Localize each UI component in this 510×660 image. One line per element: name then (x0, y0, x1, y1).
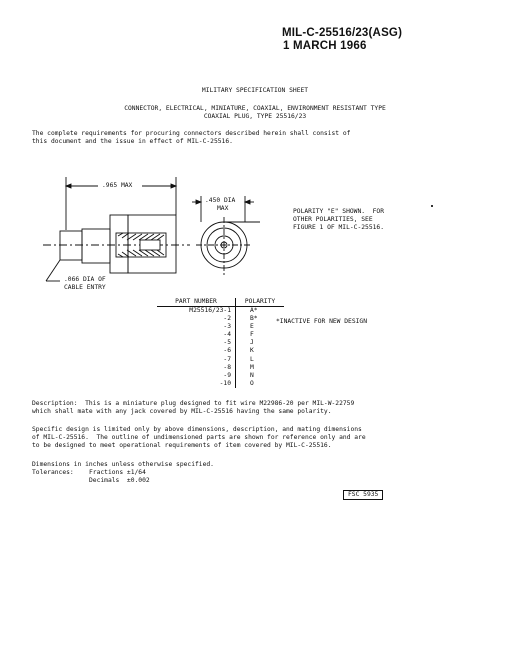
description-line-2: which shall mate with any jack covered by MIL-C-25516 having the same polarity. (32, 408, 332, 415)
table-row (157, 356, 284, 364)
table-row (157, 331, 284, 339)
specific-line-2: of MIL-C-25516. The outline of undimensioned parts are shown for reference only and are (32, 434, 366, 441)
part-number-cell: -3 (157, 323, 236, 331)
spec-number: MIL-C-25516/23(ASG) (282, 27, 403, 39)
sheet-title: MILITARY SPECIFICATION SHEET (201, 87, 309, 94)
title-line-2: COAXIAL PLUG, TYPE 25516/23 (203, 113, 307, 120)
part-number-cell: -2 (157, 315, 236, 323)
tolerance-fractions: Fractions ±1/64 (89, 469, 146, 476)
polarity-cell: A* (250, 307, 258, 314)
part-number-cell: -5 (157, 339, 236, 347)
polarity-cell: O (250, 379, 254, 387)
part-number-cell: -9 (157, 372, 236, 380)
specific-line-3: to be designed to meet operational requirements of item covered by MIL-C-25516. (32, 442, 332, 449)
table-row (157, 372, 284, 380)
fsc-box: FSC 5935 (343, 490, 383, 500)
part-number-cell: M25516/23-1 (157, 307, 236, 316)
dim-diameter-max: MAX (217, 205, 229, 212)
polarity-cell: J (250, 339, 254, 347)
table-header-part-number: PART NUMBER (157, 298, 236, 307)
table-header-polarity: POLARITY (236, 298, 285, 307)
table-row (157, 307, 284, 316)
dim-length-label: .965 MAX (102, 182, 133, 189)
polarity-note-1: POLARITY "E" SHOWN. FOR (293, 208, 384, 215)
scan-speck (431, 205, 433, 207)
polarity-cell: K (250, 347, 254, 355)
dimensions-note: Dimensions in inches unless otherwise specified. (32, 461, 214, 468)
inactive-footnote: *INACTIVE FOR NEW DESIGN (276, 318, 367, 325)
cable-entry-label-2: CABLE ENTRY (64, 284, 106, 291)
polarity-note-2: OTHER POLARITIES, SEE (293, 216, 373, 223)
intro-line-2: this document and the issue in effect of MIL-C-25516. (32, 138, 233, 145)
polarity-note-3: FIGURE 1 OF MIL-C-25516. (293, 224, 384, 231)
part-number-cell: -4 (157, 331, 236, 339)
table-row (157, 380, 284, 388)
cable-entry-label-1: .066 DIA OF (64, 276, 106, 283)
table-row (157, 323, 284, 331)
intro-line-1: The complete requirements for procuring connectors described herein shall consist of (32, 130, 351, 137)
part-number-table (157, 298, 284, 388)
polarity-cell: B* (250, 315, 258, 323)
polarity-cell: F (250, 331, 254, 339)
part-number-cell: -6 (157, 347, 236, 355)
specific-line-1: Specific design is limited only by above dimensions, description, and mating dimensions (32, 426, 362, 433)
polarity-cell: E (250, 323, 254, 331)
table-row (157, 315, 284, 323)
title-line-1: CONNECTOR, ELECTRICAL, MINIATURE, COAXIAL, ENVIRONMENT RESISTANT TYPE (124, 105, 386, 112)
spec-date: 1 MARCH 1966 (283, 40, 367, 52)
polarity-cell: N (250, 371, 254, 379)
description-line-1: Description: This is a miniature plug designed to fit wire M22986-20 per MIL-W-22759 (32, 400, 355, 407)
table-row (157, 364, 284, 372)
part-number-cell: -8 (157, 364, 236, 372)
polarity-cell: L (250, 355, 254, 363)
table-row (157, 339, 284, 347)
tolerance-decimals: Decimals ±0.002 (89, 477, 150, 484)
polarity-cell: M (250, 363, 254, 371)
dim-diameter-label: .450 DIA (205, 197, 236, 204)
part-number-cell: -7 (157, 356, 236, 364)
part-number-cell: -10 (157, 380, 236, 388)
table-row (157, 347, 284, 355)
tolerances-label: Tolerances: (32, 469, 74, 476)
